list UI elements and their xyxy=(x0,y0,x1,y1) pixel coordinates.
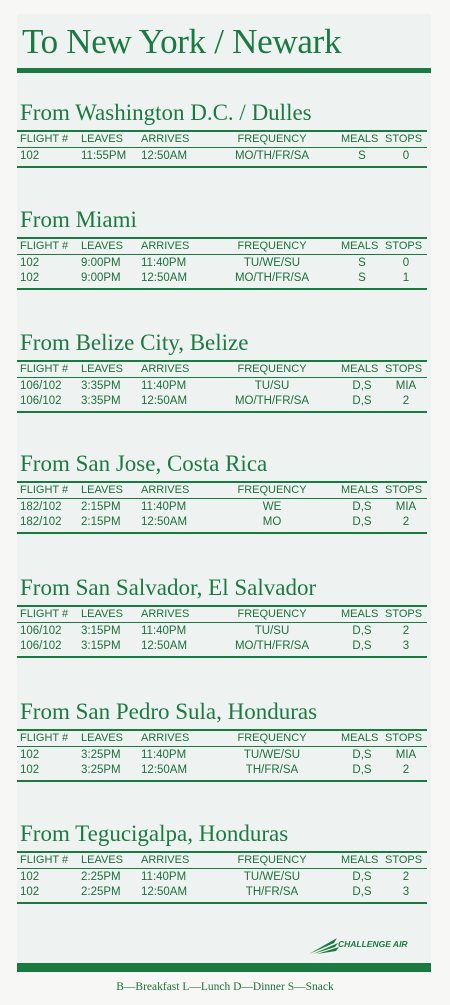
flight-stops: 3 xyxy=(402,886,410,898)
logo-text: CHALLENGE AIR xyxy=(338,939,408,949)
route-title: From San Pedro Sula, Honduras xyxy=(20,699,318,724)
flight-stops: 1 xyxy=(402,272,410,284)
section-rule xyxy=(17,481,427,483)
column-header-leaves: LEAVES xyxy=(81,608,123,620)
flight-arrives: 11:40PM xyxy=(141,625,187,637)
header-rule xyxy=(17,868,427,869)
flight-leaves: 3:35PM xyxy=(81,395,121,407)
flight-flight: 106/102 xyxy=(20,395,62,407)
column-header-stops: STOPS xyxy=(385,363,423,375)
section-bottom-rule xyxy=(17,656,427,658)
route-title: From Washington D.C. / Dulles xyxy=(20,100,312,125)
column-header-flight: FLIGHT # xyxy=(20,608,69,620)
flight-leaves: 11:55PM xyxy=(81,150,127,162)
column-header-stops: STOPS xyxy=(385,732,423,744)
column-header-stops: STOPS xyxy=(385,240,423,252)
flight-leaves: 9:00PM xyxy=(81,272,121,284)
flight-arrives: 12:50AM xyxy=(141,150,188,162)
flight-arrives: 11:40PM xyxy=(141,871,187,883)
section-bottom-rule xyxy=(17,411,427,413)
flight-frequency: MO/TH/FR/SA xyxy=(234,640,310,652)
column-header-stops: STOPS xyxy=(385,133,423,145)
column-header-stops: STOPS xyxy=(385,854,423,866)
column-header-arrives: ARRIVES xyxy=(141,240,190,252)
column-header-stops: STOPS xyxy=(385,608,423,620)
flight-flight: 102 xyxy=(20,886,40,898)
bottom-divider xyxy=(17,963,431,972)
route-title: From Tegucigalpa, Honduras xyxy=(20,821,289,846)
flight-flight: 102 xyxy=(20,749,40,761)
flight-row xyxy=(17,150,427,164)
flight-row xyxy=(17,395,427,409)
section-rule xyxy=(17,851,427,853)
flight-flight: 102 xyxy=(20,150,40,162)
flight-flight: 102 xyxy=(20,871,40,883)
column-header-flight: FLIGHT # xyxy=(20,240,69,252)
flight-flight: 102 xyxy=(20,764,40,776)
column-header-arrives: ARRIVES xyxy=(141,484,190,496)
column-header-flight: FLIGHT # xyxy=(20,732,69,744)
column-header-meals: MEALS xyxy=(341,608,379,620)
section-rule xyxy=(17,605,427,607)
section-bottom-rule xyxy=(17,532,427,534)
flight-flight: 182/102 xyxy=(20,501,62,513)
route-title: From Belize City, Belize xyxy=(20,330,249,355)
flight-leaves: 2:15PM xyxy=(81,501,121,513)
column-header-arrives: ARRIVES xyxy=(141,608,190,620)
flight-arrives: 11:40PM xyxy=(141,749,187,761)
column-header-leaves: LEAVES xyxy=(81,484,123,496)
column-header-leaves: LEAVES xyxy=(81,133,123,145)
page-title: To New York / Newark xyxy=(22,22,342,61)
header-rule xyxy=(17,147,427,148)
column-header-leaves: LEAVES xyxy=(81,363,123,375)
flight-row xyxy=(17,272,427,286)
section-bottom-rule xyxy=(17,166,427,168)
column-header-frequency: FREQUENCY xyxy=(237,854,307,866)
flight-row xyxy=(17,625,427,639)
flight-leaves: 9:00PM xyxy=(81,257,121,269)
flight-stops: 2 xyxy=(402,625,410,637)
column-header-meals: MEALS xyxy=(341,732,379,744)
flight-frequency: TH/FR/SA xyxy=(245,886,299,898)
flight-meals: D,S xyxy=(352,764,372,776)
flight-frequency: MO xyxy=(262,516,282,528)
flight-frequency: TU/WE/SU xyxy=(243,749,301,761)
flight-row xyxy=(17,764,427,778)
column-header-meals: MEALS xyxy=(341,133,379,145)
flight-leaves: 2:25PM xyxy=(81,871,121,883)
flight-leaves: 3:25PM xyxy=(81,749,121,761)
flight-meals: S xyxy=(358,257,366,269)
section-bottom-rule xyxy=(17,902,427,904)
flight-row xyxy=(17,871,427,885)
flight-frequency: TU/SU xyxy=(254,380,290,392)
column-header-row xyxy=(17,608,427,622)
flight-frequency: MO/TH/FR/SA xyxy=(234,395,310,407)
flight-meals: D,S xyxy=(352,640,372,652)
route-title: From San Jose, Costa Rica xyxy=(20,451,268,476)
column-header-arrives: ARRIVES xyxy=(141,732,190,744)
section-rule xyxy=(17,237,427,239)
column-header-row xyxy=(17,363,427,377)
flight-leaves: 3:15PM xyxy=(81,640,121,652)
flight-meals: D,S xyxy=(352,501,372,513)
column-header-row xyxy=(17,484,427,498)
flight-frequency: TH/FR/SA xyxy=(245,764,299,776)
flight-meals: S xyxy=(358,150,366,162)
column-header-frequency: FREQUENCY xyxy=(237,732,307,744)
column-header-row xyxy=(17,854,427,868)
flight-stops: 0 xyxy=(402,150,410,162)
column-header-leaves: LEAVES xyxy=(81,854,123,866)
flight-stops: MIA xyxy=(395,749,417,761)
section-rule xyxy=(17,729,427,731)
column-header-frequency: FREQUENCY xyxy=(237,484,307,496)
flight-flight: 102 xyxy=(20,272,40,284)
flight-flight: 102 xyxy=(20,257,40,269)
flight-row xyxy=(17,516,427,530)
flight-arrives: 12:50AM xyxy=(141,640,188,652)
column-header-row xyxy=(17,240,427,254)
flight-meals: D,S xyxy=(352,516,372,528)
column-header-frequency: FREQUENCY xyxy=(237,240,307,252)
flight-row xyxy=(17,501,427,515)
flight-leaves: 3:25PM xyxy=(81,764,121,776)
flight-stops: MIA xyxy=(395,501,417,513)
column-header-row xyxy=(17,732,427,746)
column-header-frequency: FREQUENCY xyxy=(237,608,307,620)
flight-row xyxy=(17,749,427,763)
flight-flight: 106/102 xyxy=(20,625,62,637)
flight-frequency: TU/WE/SU xyxy=(243,257,301,269)
flight-flight: 106/102 xyxy=(20,640,62,652)
column-header-flight: FLIGHT # xyxy=(20,854,69,866)
flight-row xyxy=(17,380,427,394)
column-header-arrives: ARRIVES xyxy=(141,133,190,145)
flight-frequency: MO/TH/FR/SA xyxy=(234,272,310,284)
flight-frequency: TU/SU xyxy=(254,625,290,637)
column-header-leaves: LEAVES xyxy=(81,732,123,744)
flight-stops: 2 xyxy=(402,516,410,528)
flight-frequency: MO/TH/FR/SA xyxy=(234,150,310,162)
flight-flight: 106/102 xyxy=(20,380,62,392)
flight-row xyxy=(17,886,427,900)
column-header-flight: FLIGHT # xyxy=(20,363,69,375)
flight-leaves: 3:15PM xyxy=(81,625,121,637)
flight-leaves: 2:15PM xyxy=(81,516,121,528)
flight-meals: S xyxy=(358,272,366,284)
header-rule xyxy=(17,377,427,378)
section-bottom-rule xyxy=(17,780,427,782)
flight-leaves: 3:35PM xyxy=(81,380,121,392)
meals-legend: B—Breakfast L—Lunch D—Dinner S—Snack xyxy=(116,981,334,993)
flight-arrives: 12:50AM xyxy=(141,764,188,776)
flight-arrives: 12:50AM xyxy=(141,395,188,407)
column-header-flight: FLIGHT # xyxy=(20,484,69,496)
flight-arrives: 11:40PM xyxy=(141,380,187,392)
section-rule xyxy=(17,360,427,362)
flight-meals: D,S xyxy=(352,749,372,761)
header-rule xyxy=(17,498,427,499)
flight-frequency: TU/WE/SU xyxy=(243,871,301,883)
title-divider xyxy=(17,68,431,73)
flight-arrives: 11:40PM xyxy=(141,501,187,513)
flight-arrives: 12:50AM xyxy=(141,272,188,284)
flight-meals: D,S xyxy=(352,871,372,883)
flight-flight: 182/102 xyxy=(20,516,62,528)
column-header-meals: MEALS xyxy=(341,240,379,252)
flight-stops: MIA xyxy=(395,380,417,392)
column-header-arrives: ARRIVES xyxy=(141,363,190,375)
flight-meals: D,S xyxy=(352,625,372,637)
route-title: From San Salvador, El Salvador xyxy=(20,575,317,600)
flight-meals: D,S xyxy=(352,886,372,898)
column-header-meals: MEALS xyxy=(341,484,379,496)
flight-stops: 2 xyxy=(402,395,410,407)
column-header-frequency: FREQUENCY xyxy=(237,363,307,375)
flight-stops: 3 xyxy=(402,640,410,652)
section-bottom-rule xyxy=(17,288,427,290)
flight-row xyxy=(17,257,427,271)
section-rule xyxy=(17,130,427,132)
route-title: From Miami xyxy=(20,207,137,232)
flight-meals: D,S xyxy=(352,395,372,407)
column-header-meals: MEALS xyxy=(341,854,379,866)
flight-arrives: 11:40PM xyxy=(141,257,187,269)
column-header-stops: STOPS xyxy=(385,484,423,496)
flight-stops: 2 xyxy=(402,764,410,776)
column-header-meals: MEALS xyxy=(341,363,379,375)
column-header-frequency: FREQUENCY xyxy=(237,133,307,145)
header-rule xyxy=(17,622,427,623)
flight-row xyxy=(17,640,427,654)
flight-leaves: 2:25PM xyxy=(81,886,121,898)
column-header-leaves: LEAVES xyxy=(81,240,123,252)
column-header-row xyxy=(17,133,427,147)
column-header-flight: FLIGHT # xyxy=(20,133,69,145)
flight-arrives: 12:50AM xyxy=(141,886,188,898)
flight-frequency: WE xyxy=(262,501,282,513)
flight-stops: 2 xyxy=(402,871,410,883)
header-rule xyxy=(17,746,427,747)
flight-arrives: 12:50AM xyxy=(141,516,188,528)
airline-wing-logo-icon xyxy=(307,934,341,956)
challenge-air-logo xyxy=(307,934,432,956)
header-rule xyxy=(17,254,427,255)
flight-stops: 0 xyxy=(402,257,410,269)
column-header-arrives: ARRIVES xyxy=(141,854,190,866)
flight-meals: D,S xyxy=(352,380,372,392)
